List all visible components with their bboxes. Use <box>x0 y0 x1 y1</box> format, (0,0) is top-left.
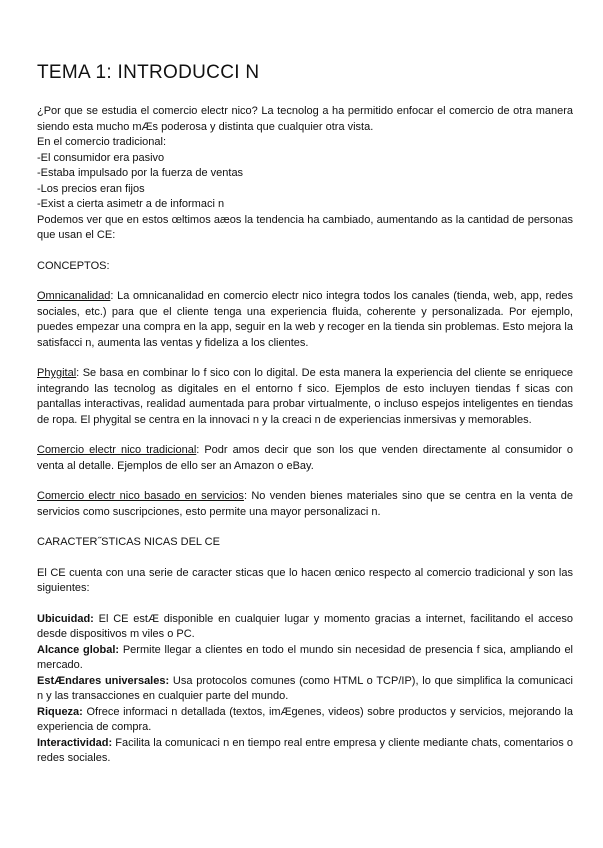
traditional-item: -Estaba impulsado por la fuerza de ventas <box>37 167 244 179</box>
traditional-item: -El consumidor era pasivo <box>37 151 165 164</box>
concept-term: Phygital <box>37 367 77 379</box>
feature-term: Alcance global: <box>37 643 120 656</box>
feature-term: Ubicuidad: <box>37 612 94 625</box>
feature-text: Ofrece informaci n detallada (textos, imÆgenes, videos) sobre productos y servicios, mejorando la experiencia de compra. <box>37 705 573 733</box>
concept-term: Omnicanalidad <box>37 290 111 302</box>
feature-ubicuidad <box>37 612 573 643</box>
concept-comercio-tradicional <box>37 443 573 474</box>
intro-section <box>37 104 573 244</box>
concept-term: Comercio electr nico tradicional <box>37 444 197 456</box>
feature-estandares <box>37 674 573 705</box>
feature-interactividad <box>37 736 573 767</box>
conceptos-heading: CONCEPTOS: <box>37 259 110 272</box>
feature-term: EstÆndares universales: <box>37 674 170 687</box>
feature-text: El CE estÆ disponible en cualquier lugar y momento gracias a internet, facilitando el acceso desde dispositivos m viles o PC. <box>37 612 573 640</box>
caracteristicas-intro: El CE cuenta con una serie de caracter sticas que lo hacen œnico respecto al comercio tradicional y son las siguientes: <box>37 566 573 594</box>
feature-term: Riqueza: <box>37 705 83 718</box>
page-title: TEMA 1: INTRODUCCI N <box>37 62 260 83</box>
concept-omnicanalidad <box>37 289 573 351</box>
feature-text: Permite llegar a clientes en todo el mundo sin necesidad de presencia f sica, ampliando el mercado. <box>37 643 574 671</box>
feature-text: Facilita la comunicaci n en tiempo real entre empresa y cliente mediante chats, comentarios o redes sociales. <box>37 736 573 764</box>
concept-text: : Podr amos decir que son los que venden directamente al consumidor o venta al detalle. Ejemplos de ello ser an Amazon o eBay. <box>37 444 573 472</box>
caracteristicas-list <box>37 612 573 767</box>
traditional-item: -Exist a cierta asimetr a de informaci n <box>37 198 225 210</box>
feature-riqueza <box>37 705 573 736</box>
caracteristicas-heading: CARACTER˝STICAS NICAS DEL CE <box>37 536 220 548</box>
concept-text: : Se basa en combinar lo f sico con lo digital. De esta manera la experiencia del cliente se enriquece integrando las tecnolog as digitales en el entorno f sico. Ejemplos de esto incluyen tiendas f sicas con pantallas interactivas, realidad aumentada para probar virtualmente, o incluso espejos inteligentes en tiendas de ropa. El phygital se centra en la innovaci n y la creaci n de experiencias inmersivas y memorables. <box>37 367 573 426</box>
feature-alcance-global <box>37 643 573 674</box>
concept-phygital <box>37 366 573 428</box>
concept-text: : La omnicanalidad en comercio electr nico integra todos los canales (tienda, web, app, redes sociales, etc.) para que el cliente tenga una experiencia fluida, coherente y personalizada. Por ejemplo, puedes empezar una compra en la app, seguir en la web y recoger en la tienda sin problemas. Esto mejora la satisfacci n, aumenta las ventas y fideliza a los clientes. <box>37 290 573 349</box>
traditional-heading: En el comercio tradicional: <box>37 136 167 148</box>
intro-closing: Podemos ver que en estos œltimos aæos la tendencia ha cambiado, aumentando as la cantidad de personas que usan el CE: <box>37 213 573 241</box>
concept-comercio-servicios <box>37 489 573 520</box>
concept-term: Comercio electr nico basado en servicios <box>37 490 244 502</box>
traditional-item: -Los precios eran fijos <box>37 182 145 195</box>
intro-question: ¿Por que se estudia el comercio electr nico? La tecnolog a ha permitido enfocar el comercio de otra manera siendo esta mucho mÆs poderosa y distinta que cualquier otra vista. <box>37 105 573 133</box>
feature-text: Usa protocolos comunes (como HTML o TCP/IP), lo que simplifica la comunicaci n y las transacciones en cualquier parte del mundo. <box>37 674 573 702</box>
concept-text: : No venden bienes materiales sino que se centra en la venta de servicios como suscripciones, esto permite una mayor personalizaci n. <box>37 490 573 518</box>
feature-term: Interactividad: <box>37 736 113 749</box>
